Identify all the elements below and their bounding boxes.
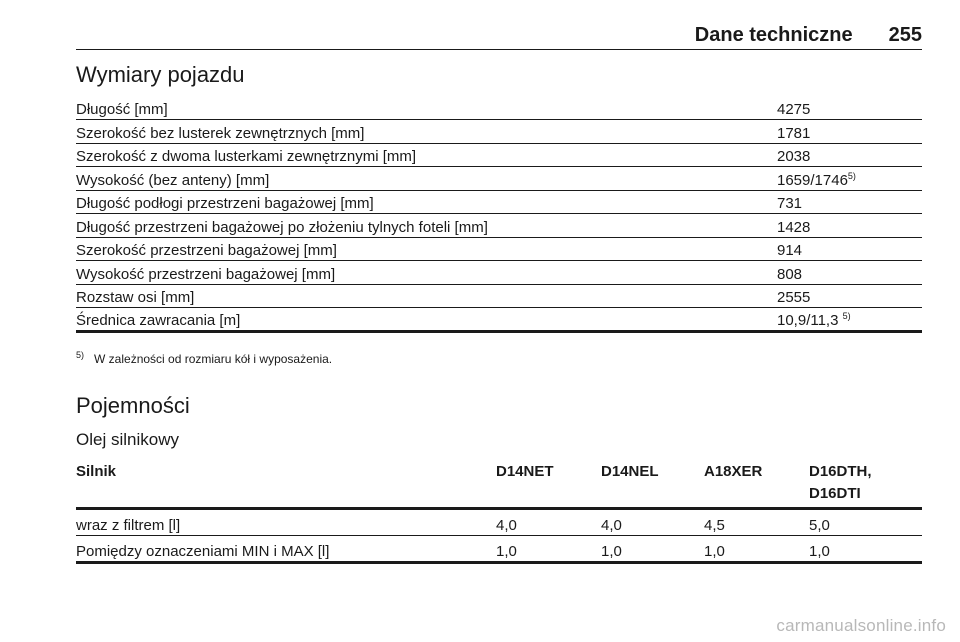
engine-oil-subtitle: Olej silnikowy (76, 430, 179, 449)
cell-value: 4,0 (496, 509, 601, 536)
row-label: Szerokość przestrzeni bagażowej [mm] (76, 237, 777, 261)
value-text: 1659/1746 (777, 171, 848, 189)
cell-value: 1,0 (601, 536, 704, 563)
cell-value: 4,5 (704, 509, 809, 536)
table-row (76, 536, 922, 563)
value-text: 1428 (777, 218, 811, 236)
engine-oil-table (76, 457, 922, 564)
footnote-ref: 5) (842, 310, 851, 321)
value-text: 808 (777, 265, 803, 283)
table-row (76, 143, 922, 167)
table-row (76, 214, 922, 238)
table-row (76, 190, 922, 214)
col-header-d16dth (809, 457, 922, 509)
table-row (76, 284, 922, 308)
footnote-ref: 5) (847, 170, 856, 181)
col-header-engine: Silnik (76, 457, 496, 509)
row-label: Średnica zawracania [m] (76, 308, 777, 332)
footnote-mark: 5) (76, 350, 85, 360)
table-row (76, 167, 922, 191)
row-label: Wysokość (bez anteny) [mm] (76, 167, 777, 191)
table-row (76, 96, 922, 120)
row-label: wraz z filtrem [l] (76, 509, 496, 536)
row-label: Szerokość z dwoma lusterkami zewnętrznymi [mm] (76, 143, 777, 167)
dimensions-table (76, 96, 922, 333)
section-title: Dane techniczne (694, 24, 853, 46)
table-row (76, 509, 922, 536)
table-header-row (76, 457, 922, 509)
col-header-a18xer: A18XER (704, 457, 809, 509)
table-row (76, 308, 922, 332)
row-label: Wysokość przestrzeni bagażowej [mm] (76, 261, 777, 285)
value-text: 10,9/11,3 (777, 311, 843, 329)
watermark: carmanualsonline.info (776, 616, 946, 635)
row-label: Szerokość bez lusterek zewnętrznych [mm] (76, 120, 777, 144)
row-value (777, 214, 922, 238)
cell-value: 1,0 (704, 536, 809, 563)
value-text: 1781 (777, 124, 811, 142)
row-value (777, 308, 922, 332)
row-label: Pomiędzy oznaczeniami MIN i MAX [l] (76, 536, 496, 563)
row-label: Długość przestrzeni bagażowej po złożeniu tylnych foteli [mm] (76, 214, 777, 238)
table-row (76, 237, 922, 261)
table-row (76, 261, 922, 285)
page-number: 255 (888, 24, 922, 46)
capacities-title: Pojemności (76, 393, 190, 418)
value-text: 914 (777, 242, 803, 259)
page-header (76, 26, 922, 50)
row-label: Rozstaw osi [mm] (76, 284, 777, 308)
row-value (777, 96, 922, 120)
col-header-d14net: D14NET (496, 457, 601, 509)
footnote (76, 350, 332, 366)
row-label: Długość [mm] (76, 96, 777, 120)
row-value (777, 284, 922, 308)
row-label: Długość podłogi przestrzeni bagażowej [mm] (76, 190, 777, 214)
footnote-text: W zależności od rozmiaru kół i wyposażenia. (94, 352, 333, 366)
row-value (777, 143, 922, 167)
row-value (777, 167, 922, 191)
col-header-d16dth-line1: D16DTH, (809, 463, 872, 480)
row-value (777, 261, 922, 285)
table-row (76, 120, 922, 144)
col-header-d14nel: D14NEL (601, 457, 704, 509)
value-text: 731 (777, 195, 803, 212)
cell-value: 1,0 (496, 536, 601, 563)
row-value (777, 190, 922, 214)
value-text: 2555 (777, 289, 811, 306)
row-value (777, 120, 922, 144)
cell-value: 4,0 (601, 509, 704, 536)
col-header-d16dth-line2: D16DTI (809, 485, 861, 502)
cell-value: 1,0 (809, 536, 922, 563)
value-text: 2038 (777, 148, 811, 165)
value-text: 4275 (777, 101, 811, 118)
row-value (777, 237, 922, 261)
dimensions-title: Wymiary pojazdu (76, 62, 245, 87)
cell-value: 5,0 (809, 509, 922, 536)
